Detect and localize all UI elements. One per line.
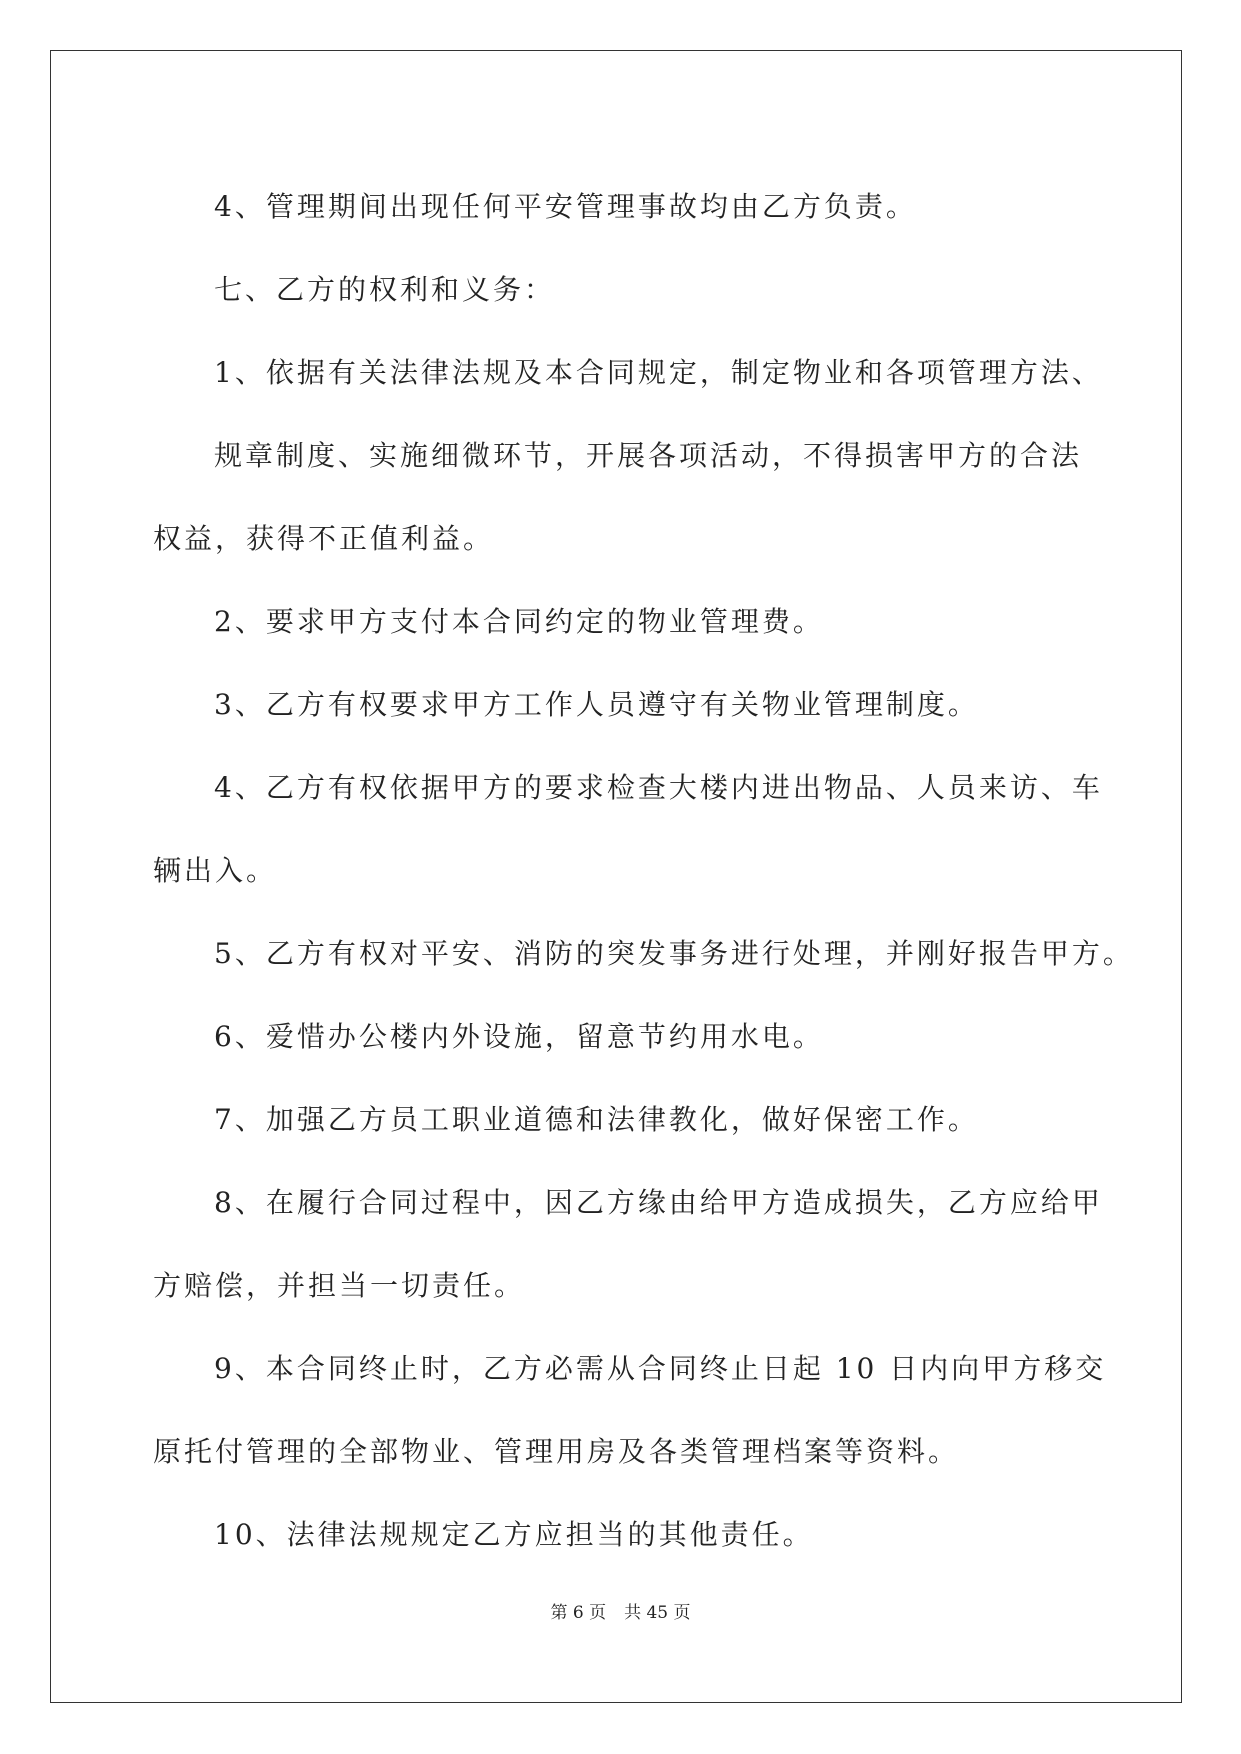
paragraph-13: 8、在履行合同过程中，因乙方缘由给甲方造成损失，乙方应给甲 bbox=[214, 1186, 1103, 1219]
paragraph-12: 7、加强乙方员工职业道德和法律教化，做好保密工作。 bbox=[214, 1103, 979, 1136]
paragraph-15: 9、本合同终止时，乙方必需从合同终止日起 10 日内向甲方移交 bbox=[214, 1352, 1107, 1385]
page-footer bbox=[0, 1598, 1241, 1623]
document-body bbox=[153, 165, 1134, 1576]
paragraph-5: 权益，获得不正值利益。 bbox=[153, 522, 495, 555]
paragraph-8: 4、乙方有权依据甲方的要求检查大楼内进出物品、人员来访、车 bbox=[214, 771, 1103, 804]
section-heading-7: 七、乙方的权利和义务： bbox=[214, 273, 556, 306]
paragraph-9: 辆出入。 bbox=[153, 854, 278, 887]
paragraph-4: 规章制度、实施细微环节，开展各项活动，不得损害甲方的合法 bbox=[214, 439, 1083, 472]
paragraph-11: 6、爱惜办公楼内外设施，留意节约用水电。 bbox=[214, 1020, 824, 1053]
paragraph-1: 4、管理期间出现任何平安管理事故均由乙方负责。 bbox=[214, 190, 917, 223]
paragraph-14: 方赔偿，并担当一切责任。 bbox=[153, 1269, 526, 1302]
page-total: 共 45 页 bbox=[624, 1603, 691, 1623]
paragraph-17: 10、法律法规规定乙方应担当的其他责任。 bbox=[214, 1518, 814, 1551]
paragraph-16: 原托付管理的全部物业、管理用房及各类管理档案等资料。 bbox=[153, 1435, 960, 1468]
paragraph-3: 1、依据有关法律法规及本合同规定，制定物业和各项管理方法、 bbox=[214, 356, 1103, 389]
paragraph-10: 5、乙方有权对平安、消防的突发事务进行处理，并刚好报告甲方。 bbox=[214, 937, 1134, 970]
paragraph-7: 3、乙方有权要求甲方工作人员遵守有关物业管理制度。 bbox=[214, 688, 979, 721]
paragraph-6: 2、要求甲方支付本合同约定的物业管理费。 bbox=[214, 605, 824, 638]
page-number: 第 6 页 bbox=[550, 1603, 607, 1623]
